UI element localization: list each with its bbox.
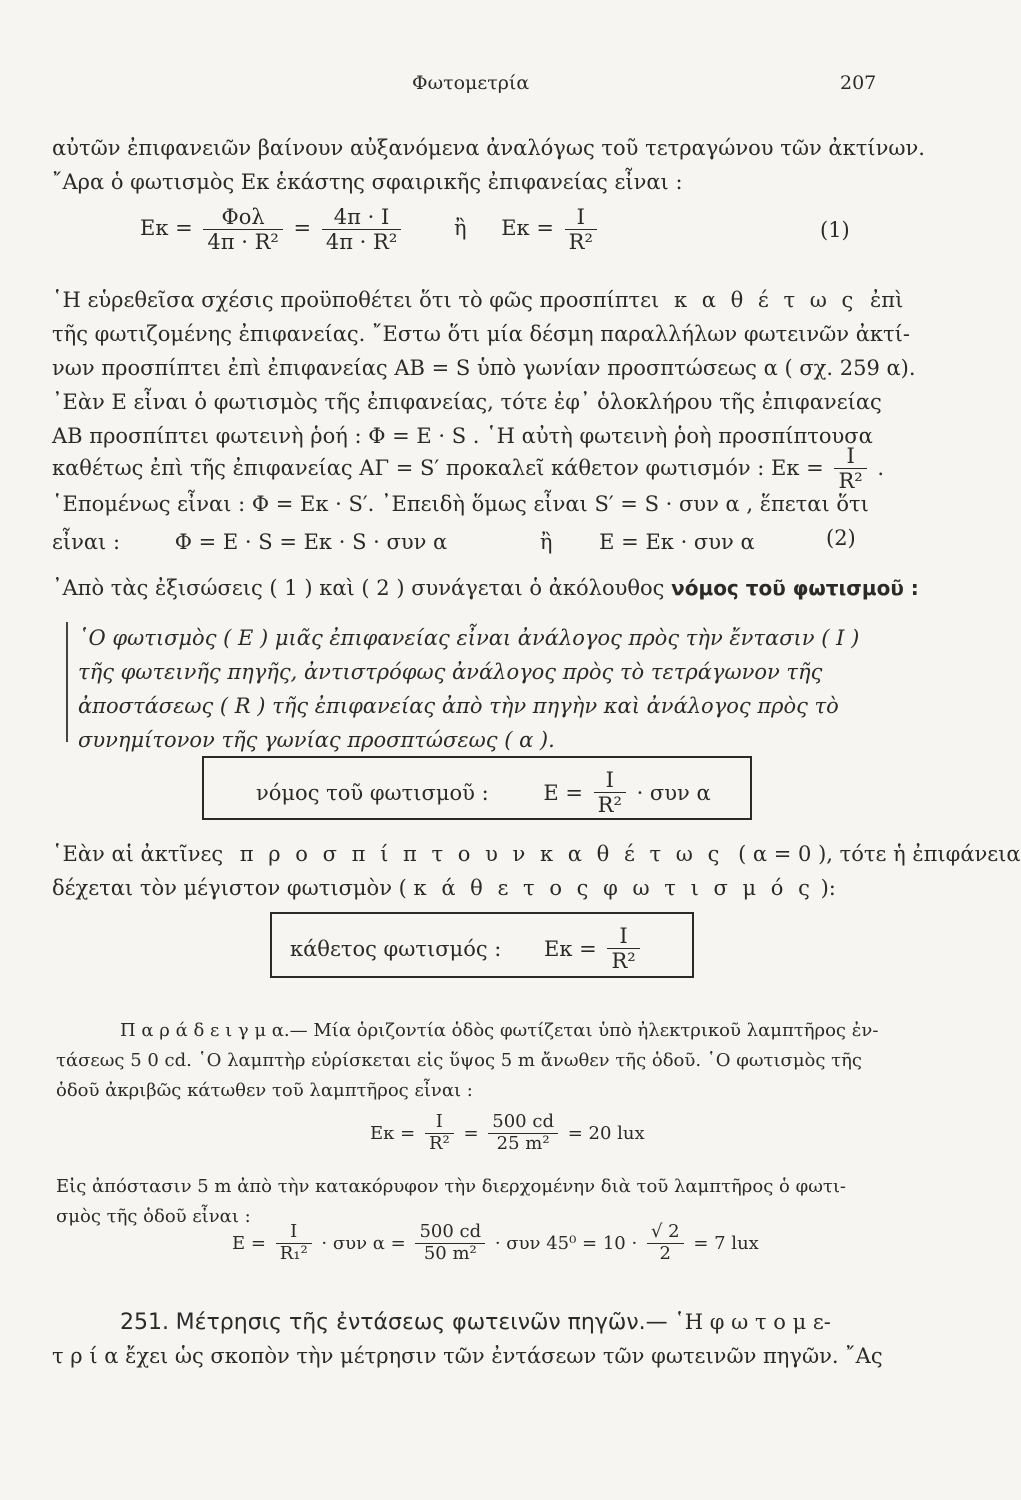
text-line: ῾Επομένως εἶναι : Φ = Eκ · S′. ᾿Επειδὴ ὅμως εἶναι S′ = S · συν α , ἕπεται ὅτι	[52, 492, 869, 516]
section-title: Μέτρησις τῆς ἐντάσεως φωτεινῶν πηγῶν.—	[175, 1310, 668, 1335]
equation-2: εἶναι : Φ = E · S = Eκ · S · συν α ἢ E = Eκ · συν α	[52, 530, 755, 554]
fraction: $\frac{500 cd}{\text{50 m²}}$	[415, 1222, 485, 1264]
section-heading: 251. Μέτρησις τῆς ἐντάσεως φωτεινῶν πηγῶν.— ῾Η φ ω τ ο μ ε-	[120, 1310, 831, 1335]
text-line: δέχεται τὸν μέγιστον φωτισμὸν ( κ ά θ ε τ ο ς φ ω τ ι σ μ ό ς ):	[52, 876, 836, 900]
fraction: $\frac{4\pi \cdot I}{\text{4π · R²}}$	[322, 205, 401, 254]
text-line: καθέτως ἐπὶ τῆς ἐπιφανείας ΑΓ = S′ προκαλεῖ κάθετον φωτισμόν : Eκ = $\frac{I}{\text{R²}}$ .	[52, 444, 885, 494]
law-line: τῆς φωτεινῆς πηγῆς, ἀντιστρόφως ἀνάλογος πρὸς τὸ τετράγωνον τῆς	[78, 660, 823, 684]
fraction: $\frac{I}{\text{R²}}$	[565, 205, 597, 254]
law-line: συνημίτονον τῆς γωνίας προσπτώσεως ( α ).	[78, 728, 555, 752]
page-header	[0, 72, 958, 102]
section-number: 251.	[120, 1310, 169, 1335]
text-line: ῾Η εὑρεθεῖσα σχέσις προϋποθέτει ὅτι τὸ φῶς προσπίπτει κ α θ έ τ ω ς ἐπὶ	[52, 288, 904, 312]
equation-1: Eκ = $\frac{\text{Φολ}}{\text{4π · R²}}$ = $\frac{4\pi \cdot I}{\text{4π · R²}}$ ἢ Eκ = $\frac{I}{\text{R²}}$	[140, 205, 601, 254]
normal-illumination-box: κάθετος φωτισμός : Eκ = $\frac{I}{\text{R²}}$	[270, 912, 694, 978]
fraction: $\frac{500 cd}{\text{25 m²}}$	[488, 1112, 558, 1154]
text-line: αὐτῶν ἐπιφανειῶν βαίνουν αὐξανόμενα ἀναλόγως τοῦ τετραγώνου τῶν ἀκτίνων.	[52, 136, 925, 160]
example-equation-1: Eκ = $\frac{I}{\text{R²}}$ = $\frac{500 cd}{\text{25 m²}}$ = 20 lux	[370, 1111, 645, 1154]
text-line: τῆς φωτιζομένης ἐπιφανείας. ῎Εστω ὅτι μία δέσμη παραλλήλων φωτεινῶν ἀκτί-	[52, 322, 910, 346]
example-equation-2: E = $\frac{I}{\text{R₁²}}$ · συν α = $\frac{500 cd}{\text{50 m²}}$ · συν 45⁰ = 10 · $\frac{√ 2}{2}$ = 7 lux	[232, 1221, 759, 1264]
fraction: $\frac{I}{\text{R₁²}}$	[276, 1222, 312, 1264]
example-line: Π α ρ ά δ ε ι γ μ α.— Μία ὁριζοντία ὁδὸς φωτίζεται ὑπὸ ἠλεκτρικοῦ λαμπτῆρος ἐν-	[120, 1020, 879, 1041]
law-formula-box: νόμος τοῦ φωτισμοῦ : E = $\frac{I}{\text{R²}}$ · συν α	[202, 756, 752, 820]
eq-lhs: Eκ =	[140, 216, 193, 241]
example-line: τάσεως 5 0 cd. ῾Ο λαμπτὴρ εὑρίσκεται εἰς ὕψος 5 m ἄνωθεν τῆς ὁδοῦ. ῾Ο φωτισμὸς τῆς	[56, 1050, 862, 1071]
law-line: ἀποστάσεως ( R ) τῆς ἐπιφανείας ἀπὸ τὴν πηγὴν καὶ ἀνάλογος πρὸς τὸ	[78, 694, 839, 718]
law-margin-rule	[66, 622, 68, 742]
equation-number: (1)	[820, 218, 850, 242]
fraction: $\frac{I}{\text{R²}}$	[607, 924, 639, 973]
text-line: ῾Εὰν αἱ ἀκτῖνες π ρ ο σ π ί π τ ο υ ν κ α θ έ τ ω ς ( α = 0 ), τότε ἡ ἐπιφάνεια	[52, 842, 1021, 866]
example-line: σμὸς τῆς ὁδοῦ εἶναι :	[56, 1206, 251, 1227]
equation-number: (2)	[826, 526, 856, 550]
text-line: τ ρ ί α ἔχει ὡς σκοπὸν τὴν μέτρησιν τῶν ἐντάσεων τῶν φωτεινῶν πηγῶν. ῎Ας	[52, 1344, 883, 1368]
fraction: $\frac{I}{\text{R²}}$	[425, 1112, 454, 1154]
example-line: ὁδοῦ ἀκριβῶς κάτωθεν τοῦ λαμπτῆρος εἶναι :	[56, 1080, 473, 1101]
fraction: $\frac{I}{\text{R²}}$	[594, 768, 626, 817]
text-line: AB προσπίπτει φωτεινὴ ῥοή : Φ = E · S . ῾Η αὐτὴ φωτεινὴ ῥοὴ προσπίπτουσα	[52, 424, 873, 448]
text-line: νων προσπίπτει ἐπὶ ἐπιφανείας AB = S ὑπὸ γωνίαν προσπτώσεως α ( σχ. 259 α).	[52, 356, 916, 380]
law-line: ῾Ο φωτισμὸς ( E ) μιᾶς ἐπιφανείας εἶναι ἀνάλογος πρὸς τὴν ἔντασιν ( I )	[78, 626, 860, 650]
text-line: ᾿Εὰν E εἶναι ὁ φωτισμὸς τῆς ἐπιφανείας, τότε ἐφ᾿ ὁλοκλήρου τῆς ἐπιφανείας	[52, 390, 882, 414]
running-title: Φωτομετρία	[412, 72, 530, 94]
fraction: $\frac{\text{Φολ}}{\text{4π · R²}}$	[203, 205, 282, 254]
fraction: $\frac{I}{\text{R²}}$	[834, 444, 866, 493]
text-line: ᾿Απὸ τὰς ἐξισώσεις ( 1 ) καὶ ( 2 ) συνάγεται ὁ ἀκόλουθος νόμος τοῦ φωτισμοῦ :	[52, 576, 919, 600]
text-line: ῎Αρα ὁ φωτισμὸς Eκ ἑκάστης σφαιρικῆς ἐπιφανείας εἶναι :	[52, 170, 683, 194]
page-number: 207	[840, 72, 877, 94]
fraction: $\frac{√ 2}{2}$	[647, 1222, 684, 1264]
example-line: Εἰς ἀπόστασιν 5 m ἀπὸ τὴν κατακόρυφον τὴν διερχομένην διὰ τοῦ λαμπτῆρος ὁ φωτι-	[56, 1176, 846, 1197]
